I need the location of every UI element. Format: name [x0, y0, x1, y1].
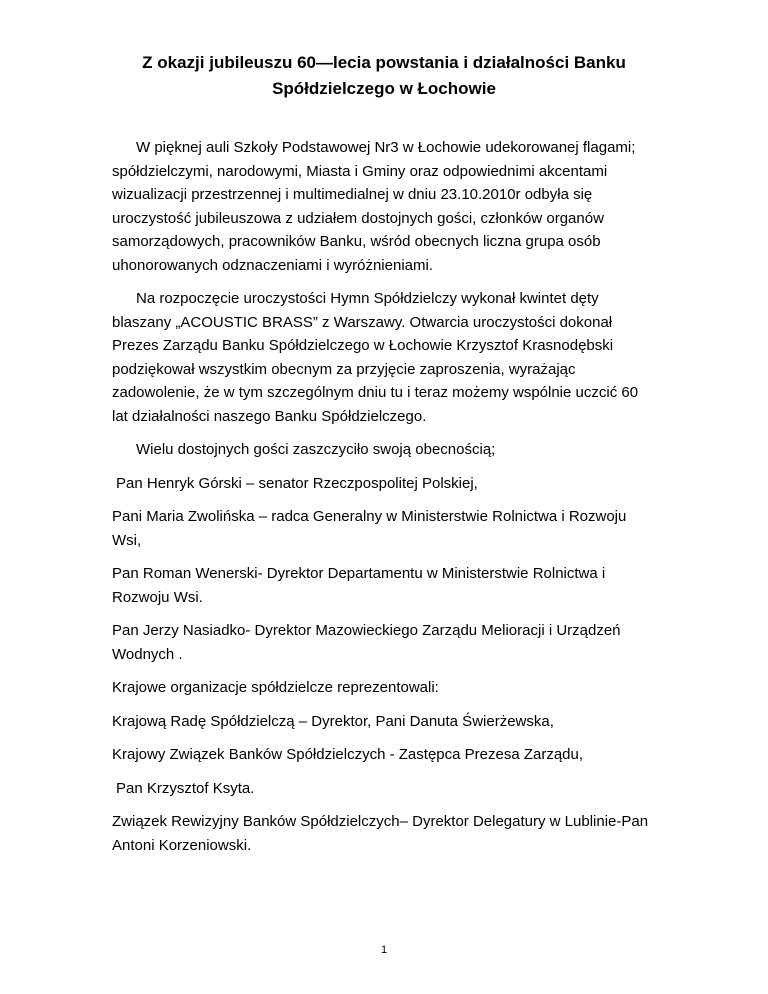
guest-item: Pan Roman Wenerski- Dyrektor Departamentu w Ministerstwie Rolnictwa i Rozwoju Wsi. — [112, 565, 606, 606]
paragraph-intro: W pięknej auli Szkoły Podstawowej Nr3 w Łochowie udekorowanej flagami; spółdzielczymi, narodowymi, Miasta i Gminy oraz odpowiednimi akcentami wizualizacji przestrzennej i multimedialnej w dniu 23.10.2010r odbyła się uroczystość jubileuszowa z udziałem dostojnych gości, członków organów samorządowych, pracowników Banku, wśród obecnych liczna grupa osób uhonorowanych odznaczeniami i wyróżnieniami. — [112, 139, 636, 274]
organization-item: Krajowy Związek Banków Spółdzielczych - Zastępca Prezesa Zarządu, — [112, 746, 584, 763]
document-title — [112, 50, 656, 102]
paragraph-organizations-intro: Krajowe organizacje spółdzielcze reprezentowali: — [112, 679, 439, 696]
organization-item: Pan Krzysztof Ksyta. — [116, 779, 255, 797]
guest-item: Pani Maria Zwolińska – radca Generalny w Ministerstwie Rolnictwa i Rozwoju Wsi, — [112, 508, 627, 549]
page-number: 1 — [380, 944, 388, 956]
paragraph-guests-intro: Wielu dostojnych gości zaszczyciło swoją obecnością; — [136, 441, 496, 458]
guest-item: Pan Henryk Górski – senator Rzeczpospolitej Polskiej, — [116, 474, 478, 492]
guest-item: Pan Jerzy Nasiadko- Dyrektor Mazowieckiego Zarządu Melioracji i Urządzeń Wodnych . — [112, 622, 621, 663]
title-line-2: Spółdzielczego w Łochowie — [272, 79, 496, 98]
title-line-1: Z okazji jubileuszu 60—lecia powstania i działalności Banku — [142, 53, 626, 72]
organization-item: Krajową Radę Spółdzielczą – Dyrektor, Pani Danuta Świerżewska, — [112, 712, 554, 730]
organization-item: Związek Rewizyjny Banków Spółdzielczych– Dyrektor Delegatury w Lublinie-Pan Antoni Korzeniowski. — [112, 813, 649, 854]
paragraph-opening: Na rozpoczęcie uroczystości Hymn Spółdzielczy wykonał kwintet dęty blaszany „ACOUSTIC BRASS” z Warszawy. Otwarcia uroczystości dokonał Prezes Zarządu Banku Spółdzielczego w Łochowie Krzysztof Krasnodębski podziękował wszystkim obecnym za przyjęcie zaproszenia, wyrażając zadowolenie, że w tym szczególnym dniu tu i teraz możemy wspólnie uczcić 60 lat działalności naszego Banku Spółdzielczego. — [112, 290, 639, 425]
